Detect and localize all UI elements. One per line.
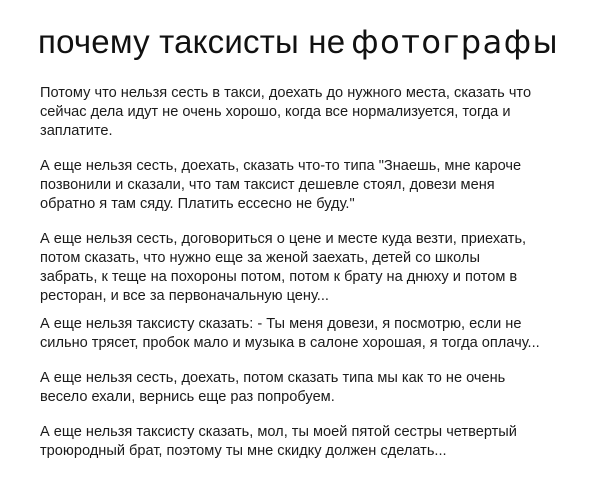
- paragraph-6: [40, 423, 517, 480]
- paragraph-line: заплатите.: [40, 123, 113, 139]
- title-main: почему таксисты не: [38, 23, 346, 60]
- paragraph-line: троюродный брат, поэтому ты мне скидку должен сделать...: [40, 443, 447, 459]
- paragraph-line: А еще нельзя таксисту сказать, мол, ты моей пятой сестры четвертый: [40, 424, 517, 440]
- paragraph-2: [40, 157, 521, 214]
- paragraph-line: Потому что нельзя сесть в такси, доехать до нужного места, сказать что: [40, 85, 532, 101]
- paragraph-4: [40, 315, 540, 372]
- page-title: [38, 20, 598, 64]
- paragraph-line: сейчас дела идут не очень хорошо, когда все нормализуется, тогда и: [40, 104, 511, 120]
- paragraph-line: А еще нельзя сесть, договориться о цене и месте куда везти, приехать,: [40, 231, 527, 247]
- paragraph-line: ресторан, и все за первоначальную цену...: [40, 288, 329, 304]
- paragraph-line: сильно трясет, пробок мало и музыка в салоне хорошая, я тогда оплачу...: [40, 335, 540, 351]
- paragraph-line: позвонили и сказали, что там таксист дешевле стоял, довези меня: [40, 177, 495, 193]
- paragraph-5: [40, 369, 505, 426]
- paragraph-1: [40, 84, 531, 141]
- paragraph-line: забрать, к теще на похороны потом, потом к брату на днюху и потом в: [40, 269, 518, 285]
- paragraph-line: потом сказать, что нужно еще за женой заехать, детей со школы: [40, 250, 480, 266]
- paragraph-line: весело ехали, вернись еще раз попробуем.: [40, 389, 335, 405]
- paragraph-3: [40, 230, 527, 304]
- paragraph-line: А еще нельзя сесть, доехать, сказать что-то типа "Знаешь, мне кароче: [40, 158, 522, 174]
- paragraph-line: А еще нельзя таксисту сказать: - Ты меня довези, я посмотрю, если не: [40, 316, 522, 332]
- paragraph-line: А еще нельзя сесть, доехать, потом сказать типа мы как то не очень: [40, 370, 506, 386]
- title-accent: фотографы: [351, 23, 560, 61]
- paragraph-line: обратно я там сяду. Платить ессесно не буду.": [40, 196, 355, 212]
